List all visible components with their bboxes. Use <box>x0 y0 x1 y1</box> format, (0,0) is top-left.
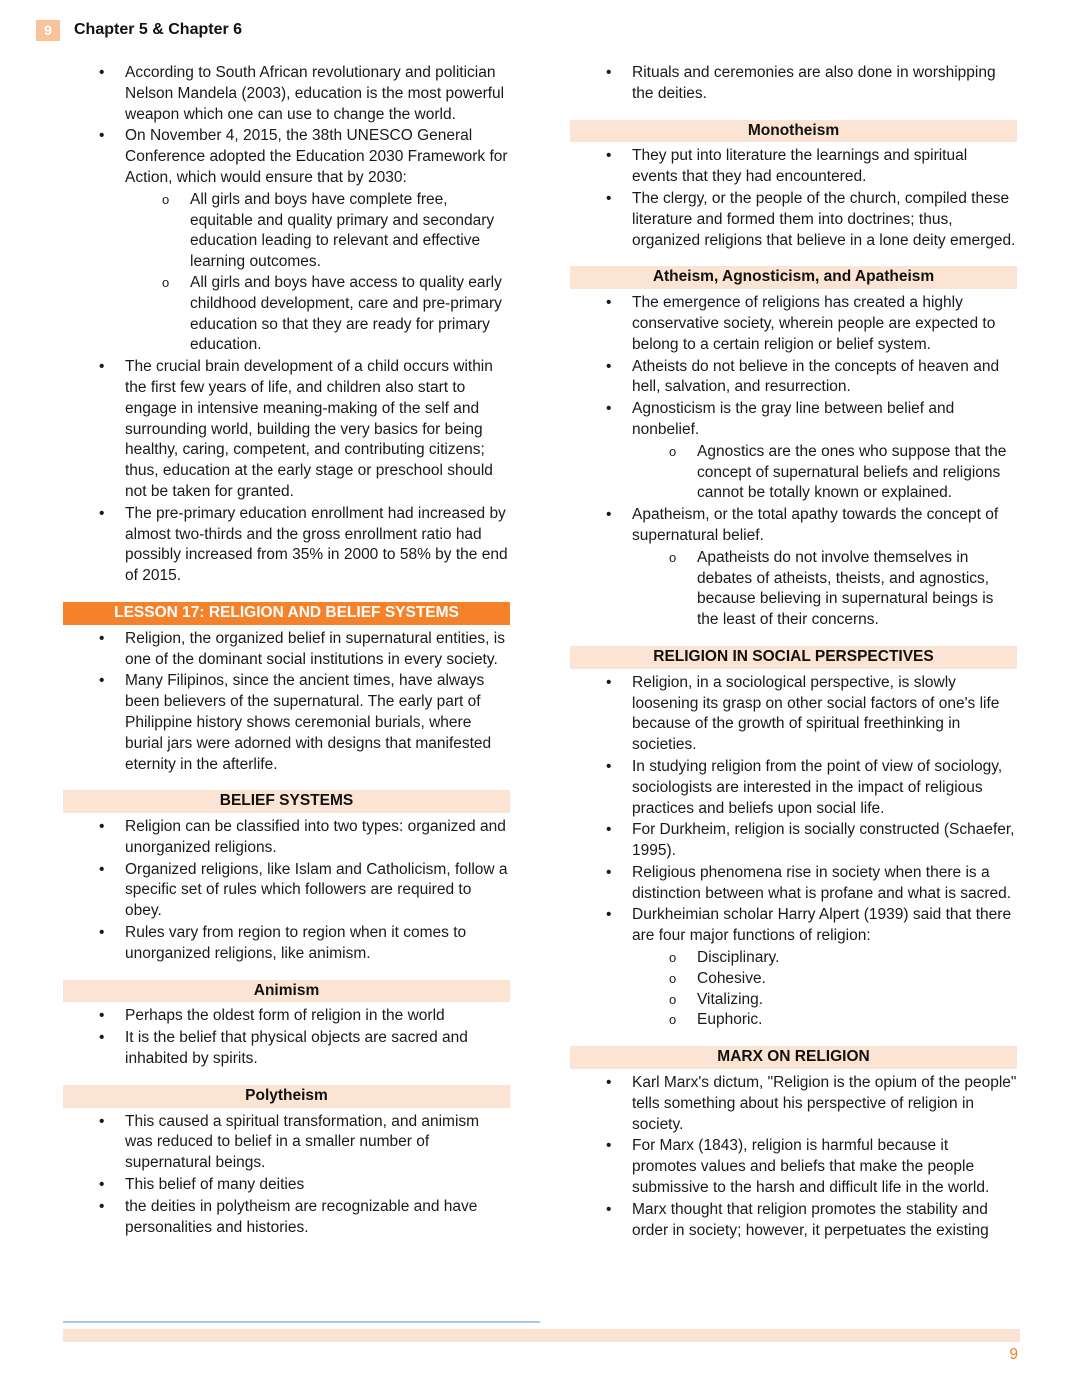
sub-bullet-list <box>160 190 510 356</box>
section-header: Polytheism <box>63 1085 510 1108</box>
sub-bullet-list <box>667 548 1017 631</box>
left-column <box>63 63 510 1239</box>
bullet-item: • Apatheism, or the total apathy towards the concept of supernatural belief. o Apatheists do not involve themselves in debates of atheists, theists, and agnostics, because believing in supernatural beings is the least of their concerns. <box>604 505 1017 631</box>
bullet-list <box>604 293 1017 631</box>
bullet-list <box>97 629 510 776</box>
sub-bullet-list <box>667 442 1017 504</box>
bullet-item: • The clergy, or the people of the church, compiled these literature and formed them into doctrines; thus, organized religions that believe in a lone deity emerged. <box>604 189 1017 251</box>
bullet-list <box>97 817 510 965</box>
sub-bullet-item: o Vitalizing. <box>667 990 1017 1011</box>
bullet-item: • Rules vary from region to region when it comes to unorganized religions, like animism. <box>97 923 510 965</box>
bullet-list <box>604 1073 1017 1241</box>
bullet-item: • This belief of many deities <box>97 1175 510 1196</box>
bullet-item: • The emergence of religions has created a highly conservative society, wherein people are expected to belong to a certain religion or belief system. <box>604 293 1017 355</box>
bullet-item: • This caused a spiritual transformation, and animism was reduced to belief in a smaller number of supernatural beings. <box>97 1112 510 1174</box>
bullet-item: • Organized religions, like Islam and Catholicism, follow a specific set of rules which followers are required to obey. <box>97 860 510 922</box>
bullet-item: • Agnosticism is the gray line between belief and nonbelief. o Agnostics are the ones who suppose that the concept of supernatural beliefs and religions cannot be totally known or explained. <box>604 399 1017 504</box>
bullet-item: • It is the belief that physical objects are sacred and inhabited by spirits. <box>97 1028 510 1070</box>
bullet-item: • They put into literature the learnings and spiritual events that they had encountered. <box>604 146 1017 188</box>
bullet-item: • the deities in polytheism are recognizable and have personalities and histories. <box>97 1197 510 1239</box>
bullet-list <box>97 63 510 587</box>
sub-bullet-list <box>667 948 1017 1031</box>
bullet-item: • Atheists do not believe in the concepts of heaven and hell, salvation, and resurrection. <box>604 357 1017 399</box>
sub-bullet-item: o Euphoric. <box>667 1010 1017 1031</box>
sub-bullet-item: o Apatheists do not involve themselves in debates of atheists, theists, and agnostics, because believing in supernatural beings is the least of their concerns. <box>667 548 1017 631</box>
bullet-item: • According to South African revolutionary and politician Nelson Mandela (2003), education is the most powerful weapon which one can use to change the world. <box>97 63 510 125</box>
sub-bullet-item: o All girls and boys have access to quality early childhood development, care and pre-primary education so that they are ready for primary education. <box>160 273 510 356</box>
bullet-item: • Many Filipinos, since the ancient times, have always been believers of the supernatural. The early part of Philippine history shows ceremonial burials, where burial jars were adorned with designs that manifested eternity in the afterlife. <box>97 671 510 775</box>
bullet-item: • Perhaps the oldest form of religion in the world <box>97 1006 510 1027</box>
bullet-list <box>97 1006 510 1069</box>
bullet-item: • The pre-primary education enrollment had increased by almost two-thirds and the gross enrollment ratio had possibly increased from 35% in 2000 to 58% by the end of 2015. <box>97 504 510 587</box>
bullet-item: • Religion can be classified into two types: organized and unorganized religions. <box>97 817 510 859</box>
bullet-item: • On November 4, 2015, the 38th UNESCO General Conference adopted the Education 2030 Framework for Action, which would ensure that by 2030: o All girls and boys have complete free, equitable and quality primary and secondary education leading to relevant and effective learning outcomes. o All girls and boys have access to quality early childhood development, care and pre-primary education so that they are ready for primary education. <box>97 126 510 356</box>
bullet-item: • The crucial brain development of a child occurs within the first few years of life, and children also start to engage in intensive meaning-making of the self and surrounding world, building the very basics for being healthy, caring, competent, and contributing citizens; thus, education at the early stage or preschool should not be taken for granted. <box>97 357 510 503</box>
bullet-item: • For Marx (1843), religion is harmful because it promotes values and beliefs that make the people submissive to the harsh and difficult life in the world. <box>604 1136 1017 1198</box>
section-header: Monotheism <box>570 120 1017 143</box>
section-header: RELIGION IN SOCIAL PERSPECTIVES <box>570 646 1017 669</box>
sub-bullet-item: o Cohesive. <box>667 969 1017 990</box>
section-header: LESSON 17: RELIGION AND BELIEF SYSTEMS <box>63 602 510 625</box>
bullet-item: • Karl Marx's dictum, "Religion is the opium of the people" tells something about his perspective of religion in society. <box>604 1073 1017 1135</box>
bullet-list <box>97 1112 510 1239</box>
bullet-item: • Marx thought that religion promotes the stability and order in society; however, it perpetuates the existing <box>604 1200 1017 1242</box>
bullet-item: • Religious phenomena rise in society when there is a distinction between what is profane and what is sacred. <box>604 863 1017 905</box>
bullet-list <box>604 673 1017 1032</box>
sub-bullet-item: o Agnostics are the ones who suppose that the concept of supernatural beliefs and religions cannot be totally known or explained. <box>667 442 1017 504</box>
section-header: MARX ON RELIGION <box>570 1046 1017 1069</box>
bullet-item: • In studying religion from the point of view of sociology, sociologists are interested in the impact of religious practices and beliefs upon social life. <box>604 757 1017 819</box>
sub-bullet-item: o Disciplinary. <box>667 948 1017 969</box>
page-header <box>36 20 242 41</box>
section-header: Atheism, Agnosticism, and Apatheism <box>570 266 1017 289</box>
bullet-item: • Rituals and ceremonies are also done in worshipping the deities. <box>604 63 1017 105</box>
section-header: BELIEF SYSTEMS <box>63 790 510 813</box>
bullet-item: • Religion, the organized belief in supernatural entities, is one of the dominant social institutions in every society. <box>97 629 510 671</box>
bullet-list <box>604 63 1017 105</box>
page-title: Chapter 5 & Chapter 6 <box>74 21 243 39</box>
cutoff-section-bar <box>63 1329 1020 1342</box>
section-header: Animism <box>63 980 510 1003</box>
page-number: 9 <box>1009 1346 1018 1363</box>
bullet-item: • For Durkheim, religion is socially constructed (Schaefer, 1995). <box>604 820 1017 862</box>
cutoff-divider-line <box>63 1321 540 1323</box>
bullet-list <box>604 146 1017 251</box>
right-column <box>570 63 1017 1242</box>
bullet-item: • Religion, in a sociological perspective, is slowly loosening its grasp on other social factors of one's life because of the growth of spiritual freethinking in societies. <box>604 673 1017 756</box>
page-number-badge: 9 <box>36 20 60 41</box>
bullet-item: • Durkheimian scholar Harry Alpert (1939) said that there are four major functions of religion: o Disciplinary. o Cohesive. o Vitalizing. o Euphoric. <box>604 905 1017 1031</box>
sub-bullet-item: o All girls and boys have complete free, equitable and quality primary and secondary education leading to relevant and effective learning outcomes. <box>160 190 510 273</box>
